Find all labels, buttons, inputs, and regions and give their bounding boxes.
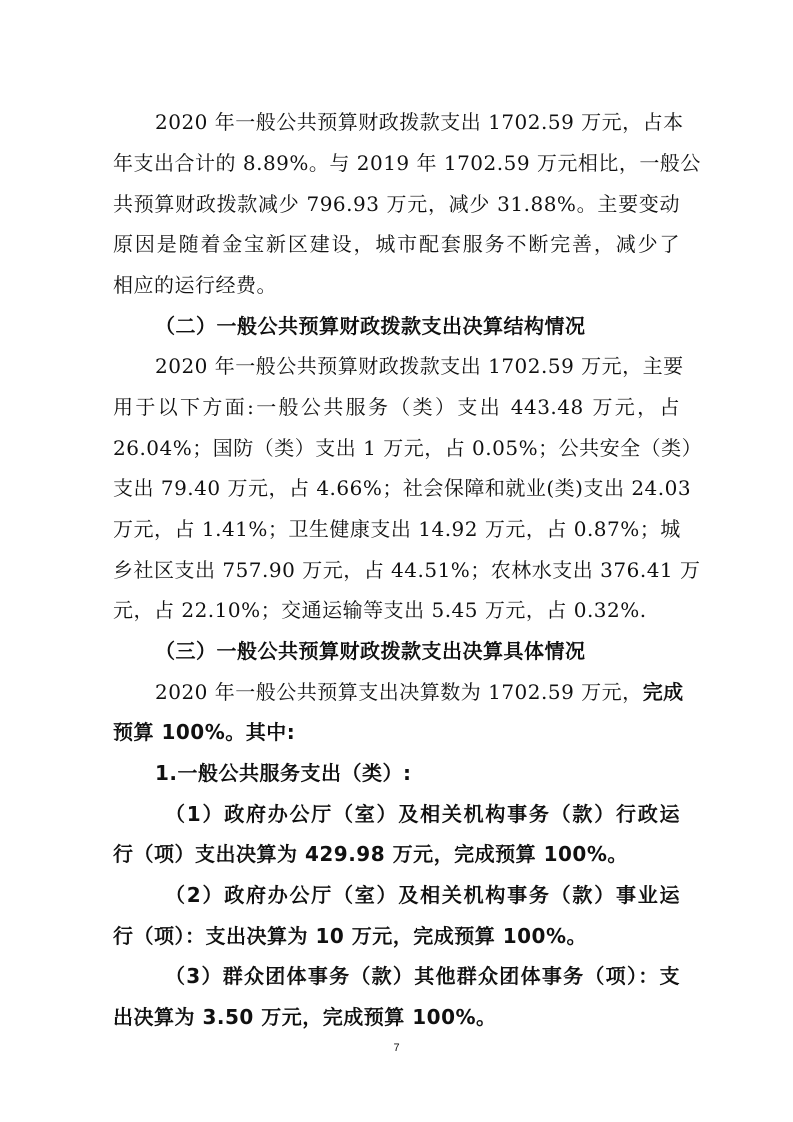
- sub-item-line: 出决算为 3.50 万元，完成预算 100%。: [113, 1005, 497, 1029]
- item-heading-1: 1.一般公共服务支出（类）:: [155, 761, 412, 785]
- paragraph-line: 预算 100%。其中:: [113, 720, 296, 744]
- paragraph-line: 年支出合计的 8.89%。与 2019 年 1702.59 万元相比，一般公: [113, 151, 701, 175]
- paragraph-line: 2020 年一般公共预算财政拨款支出 1702.59 万元，主要: [155, 354, 684, 378]
- text-bold: 完成: [642, 680, 684, 704]
- paragraph-line: 相应的运行经费。: [113, 273, 277, 297]
- sub-item-line: （2）政府办公厅（室）及相关机构事务（款）事业运: [165, 883, 680, 907]
- sub-item-line: （1）政府办公厅（室）及相关机构事务（款）行政运: [165, 802, 680, 826]
- paragraph-line: 万元，占 1.41%；卫生健康支出 14.92 万元，占 0.87%；城: [113, 517, 681, 541]
- paragraph-line: 2020 年一般公共预算财政拨款支出 1702.59 万元，占本: [155, 110, 684, 134]
- paragraph-line: 26.04%；国防（类）支出 1 万元，占 0.05%；公共安全（类）: [113, 436, 703, 460]
- paragraph-line: 支出 79.40 万元，占 4.66%；社会保障和就业(类)支出 24.03: [113, 476, 692, 500]
- paragraph-line: [155, 677, 684, 707]
- sub-item-line: （3）群众团体事务（款）其他群众团体事务（项）：支: [165, 964, 680, 988]
- text-regular: 2020 年一般公共预算支出决算数为 1702.59 万元，: [155, 680, 643, 704]
- sub-item-line: 行（项）支出决算为 429.98 万元，完成预算 100%。: [113, 842, 628, 866]
- paragraph-line: 共预算财政拨款减少 796.93 万元，减少 31.88%。主要变动: [113, 192, 680, 216]
- paragraph-line: 乡社区支出 757.90 万元，占 44.51%；农林水支出 376.41 万: [113, 558, 701, 582]
- paragraph-line: 用于以下方面:一般公共服务（类）支出 443.48 万元，占: [113, 395, 680, 419]
- paragraph-line: 原因是随着金宝新区建设，城市配套服务不断完善，减少了: [113, 232, 680, 256]
- section-heading-3: （三）一般公共预算财政拨款支出决算具体情况: [155, 639, 586, 663]
- page-number: 7: [393, 1042, 400, 1054]
- section-heading-2: （二）一般公共预算财政拨款支出决算结构情况: [155, 314, 586, 338]
- paragraph-line: 元，占 22.10%；交通运输等支出 5.45 万元，占 0.32%.: [113, 598, 647, 622]
- sub-item-line: 行（项）：支出决算为 10 万元，完成预算 100%。: [113, 924, 588, 948]
